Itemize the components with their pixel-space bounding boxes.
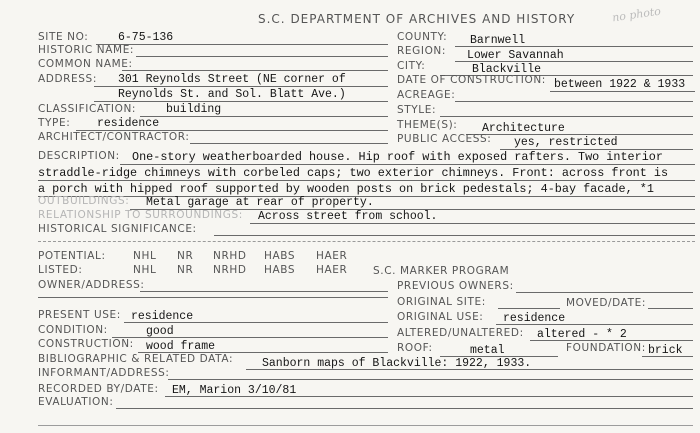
section-separator xyxy=(38,241,695,242)
potential-habs[interactable]: HABS xyxy=(264,250,296,262)
description-rule-1 xyxy=(120,164,695,165)
relationship-value: Across street from school. xyxy=(258,210,438,223)
original-site-line xyxy=(498,308,560,309)
relationship-label: RELATIONSHIP TO SURROUNDINGS: xyxy=(38,209,243,221)
condition-label: CONDITION: xyxy=(38,324,108,336)
historical-significance-label: HISTORICAL SIGNIFICANCE: xyxy=(38,223,197,235)
city-label: CITY: xyxy=(397,60,426,72)
foundation-line xyxy=(642,356,693,357)
address-line-2 xyxy=(94,101,388,102)
site-no-line xyxy=(96,44,388,45)
original-use-label: ORIGINAL USE: xyxy=(397,311,484,323)
common-name-label: COMMON NAME: xyxy=(38,58,133,70)
recorded-by-label: RECORDED BY/DATE: xyxy=(38,383,159,395)
listed-habs[interactable]: HABS xyxy=(264,264,296,276)
informant-line xyxy=(168,379,693,380)
roof-label: ROOF: xyxy=(397,342,433,354)
present-use-value: residence xyxy=(131,310,194,323)
listed-nrhd[interactable]: NRHD xyxy=(213,264,247,276)
altered-line xyxy=(530,340,693,341)
classification-value: building xyxy=(166,103,222,116)
address-value-2: Reynolds St. and Sol. Blatt Ave.) xyxy=(118,88,346,101)
common-name-line xyxy=(122,70,388,71)
outbuildings-value: Metal garage at rear of property. xyxy=(146,196,374,209)
address-line-1 xyxy=(94,86,388,87)
listed-nr[interactable]: NR xyxy=(177,264,194,276)
owner-address-line xyxy=(140,291,388,292)
description-rule-2 xyxy=(38,180,695,181)
listed-label: LISTED: xyxy=(38,264,83,276)
description-line-3: a porch with hipped roof supported by wooden posts on brick pedestals; 4-bay facade, *1 xyxy=(38,182,654,196)
construction-value: wood frame xyxy=(146,340,216,353)
moved-date-label: MOVED/DATE: xyxy=(566,297,647,309)
classification-label: CLASSIFICATION: xyxy=(38,103,137,115)
construction-label: CONSTRUCTION: xyxy=(38,338,134,350)
foundation-label: FOUNDATION: xyxy=(566,342,646,354)
altered-value: altered - * 2 xyxy=(537,328,627,341)
historic-name-line xyxy=(136,56,388,57)
type-value: residence xyxy=(97,117,160,130)
public-access-value: yes, restricted xyxy=(514,136,618,149)
themes-value: Architecture xyxy=(482,122,565,135)
date-construction-value: between 1922 & 1933 xyxy=(554,78,686,91)
style-line xyxy=(440,116,693,117)
historic-name-label: HISTORIC NAME: xyxy=(38,44,135,56)
region-line xyxy=(455,61,693,62)
historical-significance-line xyxy=(214,235,695,236)
potential-label: POTENTIAL: xyxy=(38,250,106,262)
roof-value: metal xyxy=(470,344,505,357)
potential-nhl[interactable]: NHL xyxy=(133,250,157,262)
evaluation-label: EVALUATION: xyxy=(38,396,114,408)
previous-owners-label: PREVIOUS OWNERS: xyxy=(397,280,514,292)
listed-nhl[interactable]: NHL xyxy=(133,264,157,276)
marker-program-label: S.C. MARKER PROGRAM xyxy=(373,265,510,277)
style-label: STYLE: xyxy=(397,104,437,116)
owner-address-label: OWNER/ADDRESS: xyxy=(38,279,145,291)
county-value: Barnwell xyxy=(470,34,526,47)
potential-haer[interactable]: HAER xyxy=(316,250,348,262)
date-construction-label: DATE OF CONSTRUCTION: xyxy=(397,74,546,86)
region-value: Lower Savannah xyxy=(467,49,564,62)
site-no-value: 6-75-136 xyxy=(118,31,174,44)
themes-line xyxy=(466,134,693,135)
present-use-line xyxy=(124,322,388,323)
present-use-label: PRESENT USE: xyxy=(38,309,121,321)
listed-haer[interactable]: HAER xyxy=(316,264,348,276)
classification-line xyxy=(140,116,388,117)
relationship-line xyxy=(250,223,695,224)
city-value: Blackville xyxy=(472,63,542,76)
potential-nrhd[interactable]: NRHD xyxy=(213,250,247,262)
county-line xyxy=(455,46,693,47)
description-line-1: One-story weatherboarded house. Hip roof with exposed rafters. Two interior xyxy=(132,150,663,164)
recorded-by-line xyxy=(165,396,693,397)
evaluation-line xyxy=(116,408,693,409)
acreage-line xyxy=(455,101,693,102)
recorded-by-value: EM, Marion 3/10/81 xyxy=(172,384,297,397)
architect-label: ARCHITECT/CONTRACTOR: xyxy=(38,131,190,143)
owner-address-line-2 xyxy=(38,297,388,298)
themes-label: THEME(S): xyxy=(397,119,458,131)
description-label: DESCRIPTION: xyxy=(38,150,120,162)
region-label: REGION: xyxy=(397,45,447,57)
informant-label: INFORMANT/ADDRESS: xyxy=(38,367,170,379)
previous-owners-line xyxy=(516,292,693,293)
address-value-1: 301 Reynolds Street (NE corner of xyxy=(118,73,346,86)
date-construction-line xyxy=(550,91,695,92)
altered-label: ALTERED/UNALTERED: xyxy=(397,327,524,339)
original-use-line xyxy=(496,324,693,325)
description-line-2: straddle-ridge chimneys with corbeled caps; two exterior chimneys. Front: across front is xyxy=(38,166,669,180)
architect-line xyxy=(190,143,388,144)
condition-value: good xyxy=(146,325,174,338)
condition-line xyxy=(112,337,388,338)
county-label: COUNTY: xyxy=(397,31,448,43)
potential-nr[interactable]: NR xyxy=(177,250,194,262)
type-label: TYPE: xyxy=(38,117,71,129)
acreage-label: ACREAGE: xyxy=(397,89,456,101)
moved-date-line xyxy=(648,308,693,309)
outbuildings-label: OUTBUILDINGS: xyxy=(38,195,130,207)
bibliographic-value: Sanborn maps of Blackville: 1922, 1933. xyxy=(262,357,532,370)
bibliographic-line xyxy=(246,369,693,370)
form-title: S.C. DEPARTMENT OF ARCHIVES AND HISTORY xyxy=(258,12,576,26)
public-access-label: PUBLIC ACCESS: xyxy=(397,133,492,145)
evaluation-line-2 xyxy=(38,425,693,426)
foundation-value: brick xyxy=(648,344,683,357)
site-no-label: SITE NO: xyxy=(38,31,89,43)
original-use-value: residence xyxy=(503,312,566,325)
bibliographic-label: BIBLIOGRAPHIC & RELATED DATA: xyxy=(38,353,234,365)
original-site-label: ORIGINAL SITE: xyxy=(397,296,486,308)
address-label: ADDRESS: xyxy=(38,73,97,85)
handwritten-note: no photo xyxy=(611,4,662,25)
